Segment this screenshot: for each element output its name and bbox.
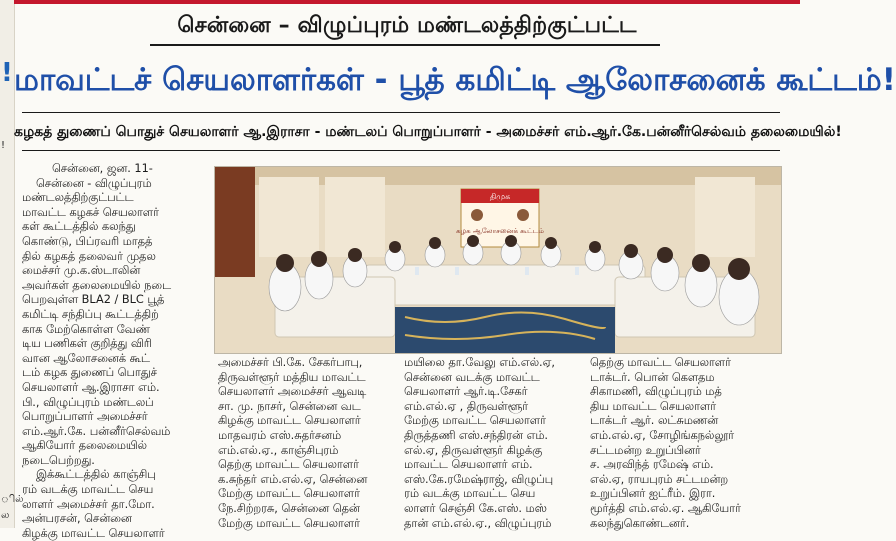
body-line: அமைச்சர் பி.கே. சேகர்பாபு, — [218, 356, 363, 369]
body-line: எல்.ஏ, திருவள்ளூர் கிழக்கு — [404, 443, 543, 457]
body-line: டம் கழக துணைப் பொதுச் — [22, 366, 157, 380]
body-line: பொறுப்பாளர் அமைச்சர் — [22, 410, 148, 424]
body-line: லாளர் செஞ்சி கே.எஸ். மஸ் — [404, 501, 547, 515]
body-line: தான் எம்.எல்.ஏ., விழுப்புரம் — [404, 516, 552, 530]
body-line: ரம் வடக்கு மாவட்ட செய — [404, 487, 536, 501]
body-line: மண்டலத்திற்குட்பட்ட — [22, 191, 134, 205]
body-line: லாளர் அமைச்சர் தா.மோ. — [22, 497, 155, 511]
body-line: சென்னை - விழுப்புரம் — [36, 176, 152, 190]
body-line: திருவள்ளூர் மத்திய மாவட்ட — [218, 370, 366, 384]
body-line: காக மேற்கொள்ள வேண் — [22, 322, 150, 336]
body-line: தெற்கு மாவட்ட செயலாளர் — [218, 458, 359, 472]
body-line: சா. மு. நாசர், சென்னை வட — [218, 399, 361, 413]
body-line: எம்.எல்.ஏ., காஞ்சிபுரம் — [218, 443, 339, 457]
body-line: செயலாளர் ஆ.இராசா எம். — [22, 380, 160, 394]
dateline: சென்னை, ஜன. 11- — [52, 162, 153, 175]
article-column-2 — [218, 356, 398, 531]
body-line: எம்.எல்.ஏ , திருவள்ளூர் — [404, 399, 529, 413]
body-line: தெற்கு மாவட்ட செயலாளர் — [590, 356, 731, 369]
body-line: எம்.எல்.ஏ, சோழிங்கநல்லூர் — [590, 428, 735, 442]
article-subheadline: கழகத் துணைப் பொதுச் செயலாளர் ஆ.இராசா - மண்டலப் பொறுப்பாளர் - அமைச்சர் எம்.ஆர்.கே.பன்னீர்செல்வம் தலைமையில்! — [14, 124, 842, 140]
body-line: ச. அரவிந்த் ரமேஷ் எம். — [590, 458, 714, 472]
body-line: வான ஆலோசனைக் கூட் — [22, 351, 150, 365]
body-line: மாவட்ட கழகச் செயலாளர் — [22, 205, 159, 219]
article-headline: மாவட்டச் செயலாளர்கள் - பூத் கமிட்டி ஆலோசனைக் கூட்டம்! — [14, 62, 896, 98]
body-line: டாக்டர். பொன் கௌதம — [590, 370, 715, 384]
body-line: மயிலை தா.வேலு எம்.எல்.ஏ, — [404, 356, 555, 369]
adjacent-text-fragment: ில் — [1, 494, 24, 505]
body-line: அன்பரசன், சென்னை — [22, 512, 132, 526]
body-line: திருத்தணி எஸ்.சந்திரன் எம். — [404, 428, 549, 442]
body-line: கிழக்கு மாவட்ட செயலாளர் — [218, 414, 361, 428]
body-line: கள் கூட்டத்தில் கலந்து — [22, 220, 136, 234]
banner-caption: கழக ஆலோசனைக் கூட்டம் — [456, 227, 544, 235]
body-line: மேற்கு மாவட்ட செயலாளர் — [404, 414, 546, 428]
body-line: உறுப்பினர் ஐட்ரீம். இரா. — [590, 487, 716, 501]
body-line: நே.சிற்றரசு, சென்னை தென் — [218, 501, 360, 515]
body-line: பெறவுள்ள BLA2 / BLC பூத் — [22, 293, 165, 307]
article-column-4 — [590, 356, 780, 531]
adjacent-text-fragment: ! — [1, 140, 6, 151]
headline-divider — [22, 112, 780, 113]
body-line: எல்.ஏ, ராயபுரம் சட்டமன்ற — [590, 472, 729, 486]
article-column-3 — [404, 356, 582, 531]
body-line: எஸ்.கே.ரமேஷ்ராஜ், விழுப்பு — [404, 472, 554, 486]
adjacent-headline-fragment: ! — [1, 58, 13, 88]
banner-party-text: திமுக — [489, 192, 511, 201]
body-line: சிகாமணி, விழுப்புரம் மத் — [590, 385, 722, 399]
body-line: இக்கூட்டத்தில் காஞ்சிபு — [36, 468, 156, 482]
body-line: திய மாவட்ட செயலாளர் — [590, 399, 717, 413]
body-line: செயலாளர் ஆர்.டி.சேகர் — [404, 385, 528, 399]
body-line: அவர்கள் தலைமையில் நடை — [22, 278, 171, 292]
body-line: நடைபெற்றது. — [22, 453, 95, 467]
body-line: கமிட்டி சந்திப்பு கூட்டத்திற் — [22, 307, 159, 321]
body-line: மாதவரம் எஸ்.சுதர்சனம் — [218, 428, 342, 442]
body-line: மேற்கு மாவட்ட செயலாளர் — [218, 516, 360, 530]
body-line: கிழக்கு மாவட்ட செயலாளர் — [22, 526, 165, 540]
adjacent-article-strip — [0, 0, 24, 528]
body-line: டிய பணிகள் குறித்து விரி — [22, 337, 152, 351]
page-top-rule — [14, 0, 800, 4]
heading-underline — [150, 44, 660, 46]
body-line: செயலாளர் அமைச்சர் ஆவடி — [218, 385, 367, 399]
subheadline-divider — [22, 150, 780, 151]
region-heading: சென்னை – விழுப்புரம் மண்டலத்திற்குட்பட்ட — [177, 13, 637, 38]
article-column-1 — [22, 162, 208, 541]
body-line: கொண்டு, பிப்ரவரி மாதத் — [22, 234, 153, 248]
body-line: எம்.ஆர்.கே. பன்னீர்செல்வம் — [22, 424, 171, 438]
adjacent-text-fragment: ல — [1, 510, 10, 521]
body-line: மைச்சர் மு.க.ஸ்டாலின் — [22, 264, 141, 278]
body-line: கலந்துகொண்டனர். — [590, 516, 690, 530]
body-line: மாவட்ட செயலாளர் எம். — [404, 458, 533, 472]
body-line: ஆகியோர் தலைமையில் — [22, 439, 147, 453]
meeting-photo — [214, 166, 782, 354]
body-line: சட்டமன்ற உறுப்பினர் — [590, 443, 701, 457]
meeting-photo-illustration — [215, 167, 781, 353]
body-line: க.சுந்தர் எம்.எல்.ஏ, சென்னை — [218, 472, 368, 486]
body-line: மேற்கு மாவட்ட செயலாளர் — [218, 487, 360, 501]
body-line: ரம் வடக்கு மாவட்ட செய — [22, 483, 154, 497]
body-line: தில் கழகத் தலைவர் முதல — [22, 249, 156, 263]
body-line: டாக்டர் ஆர். லட்சுமணன் — [590, 414, 719, 428]
body-line: மூர்த்தி எம்.எல்.ஏ. ஆகியோர் — [590, 501, 741, 515]
body-line: பி., விழுப்புரம் மண்டலப் — [22, 395, 154, 409]
body-line: சென்னை வடக்கு மாவட்ட — [404, 370, 540, 384]
